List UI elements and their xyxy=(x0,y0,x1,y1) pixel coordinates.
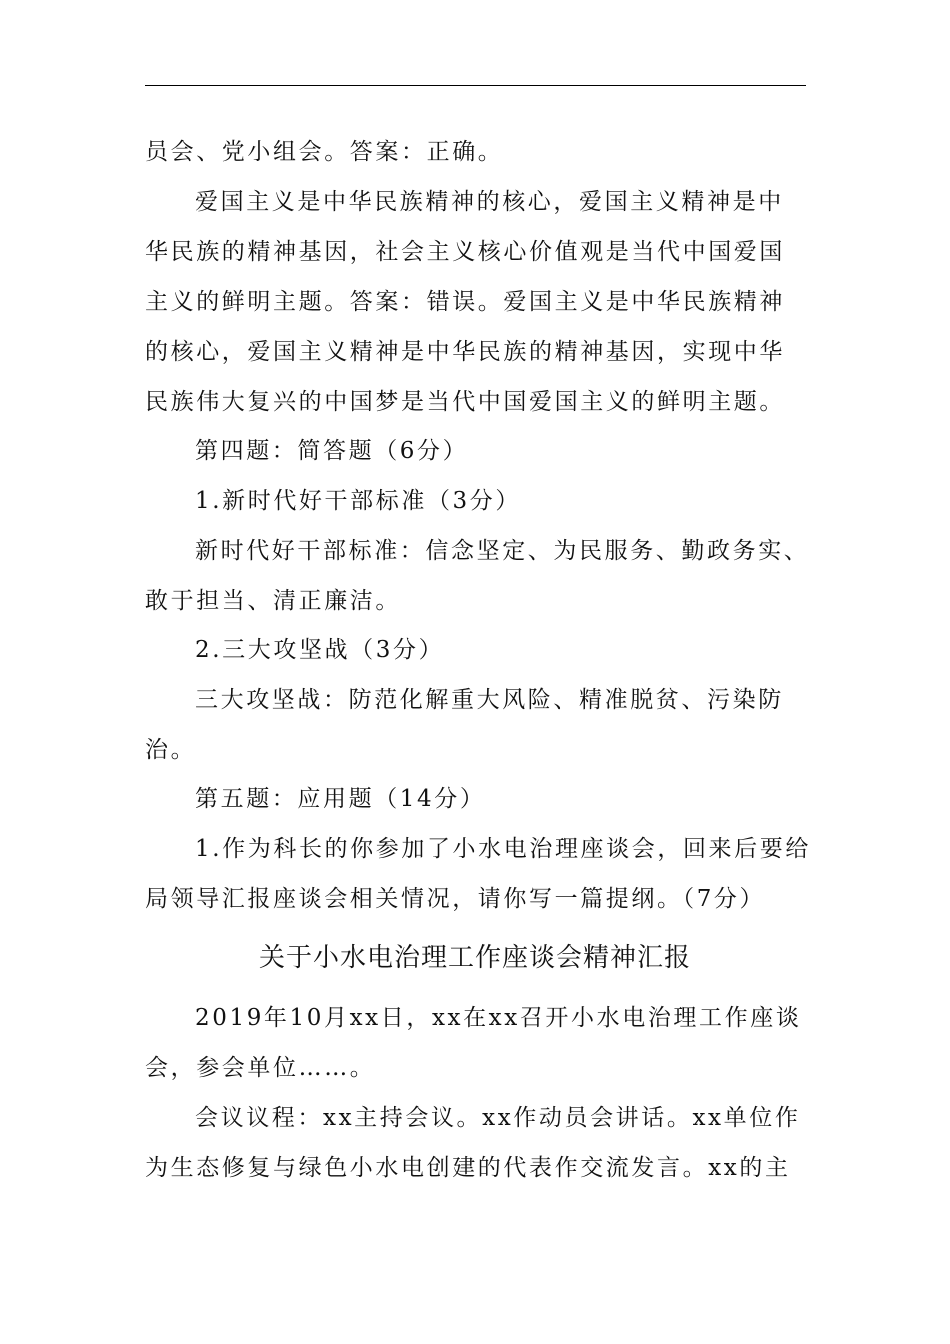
paragraph-line: 民族伟大复兴的中国梦是当代中国爱国主义的鲜明主题。 xyxy=(145,389,785,415)
question-title: 2.三大攻坚战（3分） xyxy=(195,637,445,663)
paragraph-line: 的核心，爱国主义精神是中华民族的精神基因，实现中华 xyxy=(145,339,785,365)
paragraph-line: 2019年10月xx日，xx在xx召开小水电治理工作座谈 xyxy=(195,1005,802,1031)
header-rule xyxy=(145,85,806,86)
paragraph-line: 为生态修复与绿色小水电创建的代表作交流发言。xx的主 xyxy=(145,1155,791,1181)
section-heading: 第五题：应用题（14分） xyxy=(195,786,486,812)
paragraph-line: 治。 xyxy=(145,737,197,763)
question-title: 1.新时代好干部标准（3分） xyxy=(195,488,521,514)
paragraph-line: 1.作为科长的你参加了小水电治理座谈会，回来后要给 xyxy=(195,836,811,862)
paragraph-line: 主义的鲜明主题。答案：错误。爱国主义是中华民族精神 xyxy=(145,289,785,315)
paragraph-line: 会议议程：xx主持会议。xx作动员会讲话。xx单位作 xyxy=(195,1105,801,1131)
paragraph-line: 新时代好干部标准：信念坚定、为民服务、勤政务实、 xyxy=(195,538,810,564)
report-title: 关于小水电治理工作座谈会精神汇报 xyxy=(258,943,691,973)
paragraph-line: 敢于担当、清正廉洁。 xyxy=(145,588,401,614)
section-heading: 第四题：简答题（6分） xyxy=(195,438,469,464)
paragraph-line: 会，参会单位……。 xyxy=(145,1055,376,1081)
paragraph-line: 三大攻坚战：防范化解重大风险、精准脱贫、污染防 xyxy=(195,687,784,713)
paragraph-line: 局领导汇报座谈会相关情况，请你写一篇提纲。（7分） xyxy=(145,886,766,912)
paragraph-line: 员会、党小组会。答案：正确。 xyxy=(145,139,504,165)
paragraph-line: 爱国主义是中华民族精神的核心，爱国主义精神是中 xyxy=(195,189,784,215)
paragraph-line: 华民族的精神基因，社会主义核心价值观是当代中国爱国 xyxy=(145,239,785,265)
